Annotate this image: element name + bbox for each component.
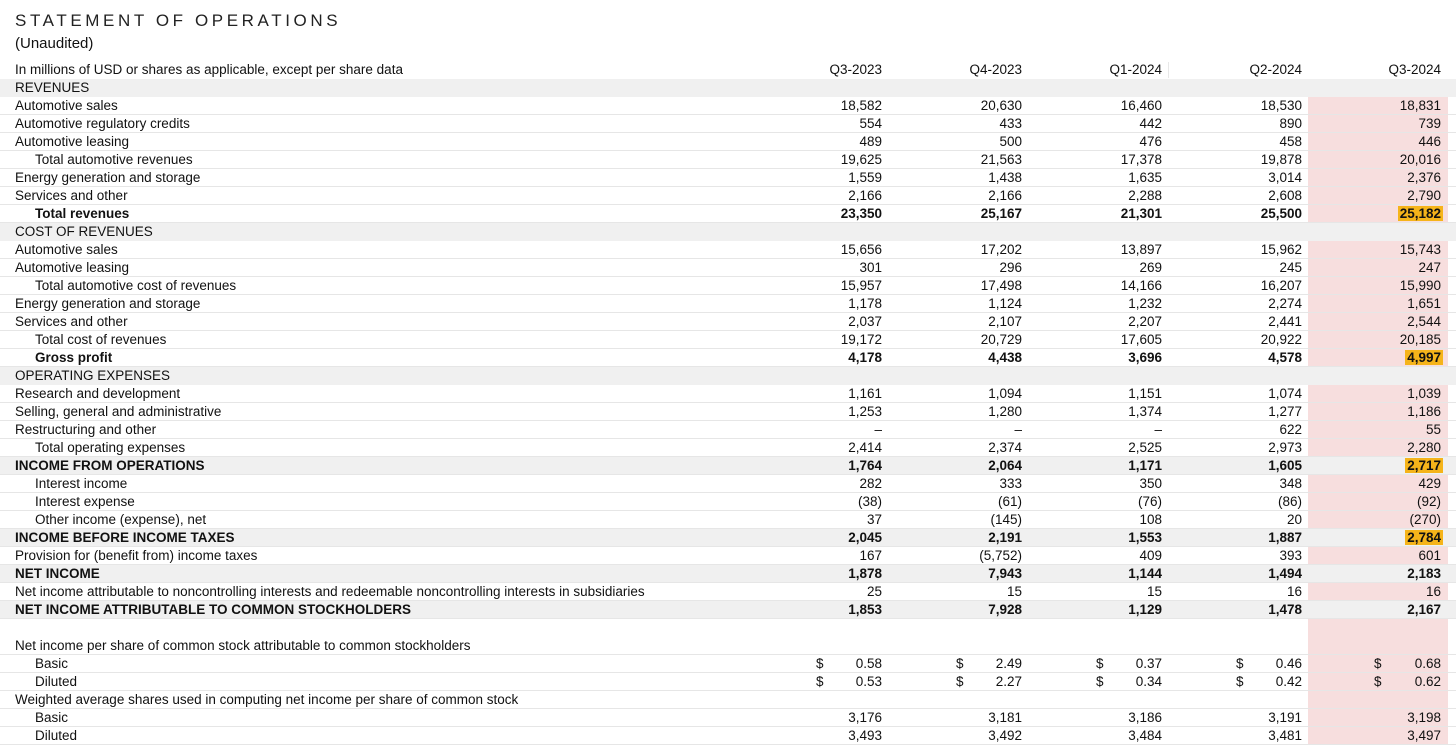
value-cell: 245 [1279, 260, 1302, 275]
value-cell: 23,350 [840, 206, 882, 221]
value-cell: 13,897 [1120, 242, 1162, 257]
value-cell: 247 [1418, 260, 1441, 275]
highlighted-value: 2,784 [1407, 530, 1441, 545]
value-cell: 2,525 [1128, 440, 1162, 455]
period-header: Q1-2024 [1109, 62, 1162, 77]
value-cell: (270) [1409, 512, 1441, 527]
row-label: Services and other [15, 188, 128, 203]
row-label: Total automotive cost of revenues [35, 278, 237, 293]
value-cell: 2,045 [848, 530, 882, 545]
table-row [0, 583, 1456, 601]
value-cell: 1,878 [848, 566, 882, 581]
value-cell: 20,185 [1399, 332, 1441, 347]
table-header-row [0, 61, 1456, 79]
value-cell: 2,288 [1128, 188, 1162, 203]
value-cell: 1,277 [1268, 404, 1302, 419]
units-label: In millions of USD or shares as applicable, except per share data [15, 62, 403, 77]
value-cell: 409 [1139, 548, 1162, 563]
table-row [0, 691, 1456, 709]
row-label: Energy generation and storage [15, 296, 201, 311]
statement-subtitle: (Unaudited) [15, 35, 94, 52]
row-label: Diluted [35, 674, 78, 689]
value-cell: 2,376 [1407, 170, 1441, 185]
currency-symbol: $ [1236, 656, 1244, 671]
value-cell: (92) [1416, 494, 1441, 509]
value-cell [1310, 673, 1441, 691]
value-cell: 17,378 [1120, 152, 1162, 167]
value-cell: 739 [1418, 116, 1441, 131]
value-cell: 15 [1146, 584, 1162, 599]
value-cell: 16,207 [1260, 278, 1302, 293]
table-row [0, 421, 1456, 439]
value-cell: 20,630 [980, 98, 1022, 113]
table-row [0, 439, 1456, 457]
value-cell: 25,167 [980, 206, 1022, 221]
value-cell: 2,973 [1268, 440, 1302, 455]
table-row [0, 709, 1456, 727]
value-cell: 2,191 [988, 530, 1022, 545]
value-cell [1180, 655, 1302, 673]
value-cell: 1,186 [1407, 404, 1441, 419]
value-cell: 1,144 [1128, 566, 1162, 581]
row-label: Other income (expense), net [35, 512, 207, 527]
currency-symbol: $ [816, 656, 824, 671]
value-cell: 18,530 [1260, 98, 1302, 113]
currency-symbol: $ [1096, 656, 1104, 671]
value-cell: 476 [1139, 134, 1162, 149]
value-cell: 108 [1139, 512, 1162, 527]
value-cell: 3,191 [1268, 710, 1302, 725]
table-row [0, 169, 1456, 187]
currency-symbol: $ [956, 674, 964, 689]
value-cell: 20,729 [980, 332, 1022, 347]
currency-symbol: $ [1096, 674, 1104, 689]
value-cell [1180, 673, 1302, 691]
value-cell: 1,178 [848, 296, 882, 311]
value-cell: 3,198 [1407, 710, 1441, 725]
value-cell: 433 [999, 116, 1022, 131]
highlighted-value: 4,997 [1407, 350, 1441, 365]
row-label: Restructuring and other [15, 422, 157, 437]
period-header: Q4-2023 [969, 62, 1022, 77]
cell-value: 0.42 [1275, 674, 1302, 689]
value-cell: 2,441 [1268, 314, 1302, 329]
table-row [0, 259, 1456, 277]
value-cell: 3,484 [1128, 728, 1162, 743]
row-label: Research and development [15, 386, 181, 401]
value-cell: 333 [999, 476, 1022, 491]
row-label: Provision for (benefit from) income taxes [15, 548, 258, 563]
row-label: Basic [35, 710, 69, 725]
value-cell: 25,500 [1260, 206, 1302, 221]
value-cell: 15,962 [1260, 242, 1302, 257]
value-cell: 2,374 [988, 440, 1022, 455]
value-cell: 3,497 [1407, 728, 1441, 743]
value-cell: 1,853 [848, 602, 882, 617]
value-cell: 1,559 [848, 170, 882, 185]
row-label: COST OF REVENUES [15, 224, 153, 239]
value-cell [1310, 655, 1441, 673]
table-row [0, 349, 1456, 367]
value-cell: 2,167 [1407, 602, 1441, 617]
table-row [0, 547, 1456, 565]
value-cell: 15,743 [1399, 242, 1441, 257]
value-cell: 622 [1279, 422, 1302, 437]
row-label: Energy generation and storage [15, 170, 201, 185]
value-cell: 2,274 [1268, 296, 1302, 311]
row-label: Automotive sales [15, 98, 118, 113]
value-cell: 21,301 [1120, 206, 1162, 221]
value-cell: 18,582 [840, 98, 882, 113]
value-cell: 429 [1418, 476, 1441, 491]
cell-value: 2.27 [995, 674, 1022, 689]
value-cell: (86) [1277, 494, 1302, 509]
row-label: Total revenues [35, 206, 130, 221]
value-cell: 19,878 [1260, 152, 1302, 167]
value-cell [900, 673, 1022, 691]
value-cell: 2,608 [1268, 188, 1302, 203]
value-cell: 296 [999, 260, 1022, 275]
value-cell [1040, 673, 1162, 691]
value-cell: 37 [866, 512, 882, 527]
table-row [0, 529, 1456, 547]
value-cell [900, 655, 1022, 673]
value-cell: 2,280 [1407, 440, 1441, 455]
period-header: Q3-2023 [829, 62, 882, 77]
value-cell: 21,563 [980, 152, 1022, 167]
table-row [0, 565, 1456, 583]
currency-symbol: $ [816, 674, 824, 689]
value-cell: 350 [1139, 476, 1162, 491]
row-label: Gross profit [35, 350, 113, 365]
value-cell: 3,181 [988, 710, 1022, 725]
table-row [0, 511, 1456, 529]
value-cell: 1,280 [988, 404, 1022, 419]
row-label: Automotive leasing [15, 260, 130, 275]
value-cell: 16 [1286, 584, 1302, 599]
value-cell: 18,831 [1399, 98, 1441, 113]
value-cell: 2,166 [848, 188, 882, 203]
section-header-row [0, 367, 1456, 385]
value-cell: 19,172 [840, 332, 882, 347]
table-row [0, 295, 1456, 313]
row-label: INCOME BEFORE INCOME TAXES [15, 530, 235, 545]
value-cell [1310, 457, 1441, 475]
value-cell: 15 [1006, 584, 1022, 599]
value-cell: 458 [1279, 134, 1302, 149]
table-row [0, 403, 1456, 421]
value-cell: 1,039 [1407, 386, 1441, 401]
value-cell: 17,605 [1120, 332, 1162, 347]
table-row [0, 115, 1456, 133]
value-cell: 282 [859, 476, 882, 491]
value-cell: 2,166 [988, 188, 1022, 203]
table-row [0, 277, 1456, 295]
value-cell: 2,064 [988, 458, 1022, 473]
value-cell: 3,176 [848, 710, 882, 725]
table-body [0, 79, 1456, 745]
value-cell: 3,481 [1268, 728, 1302, 743]
value-cell: 1,171 [1128, 458, 1162, 473]
value-cell: 500 [999, 134, 1022, 149]
row-label: Automotive regulatory credits [15, 116, 190, 131]
table-row [0, 655, 1456, 673]
section-header-row [0, 79, 1456, 97]
value-cell: 4,438 [988, 350, 1022, 365]
value-cell [760, 655, 882, 673]
value-cell: 489 [859, 134, 882, 149]
value-cell: 3,186 [1128, 710, 1162, 725]
value-cell: 1,438 [988, 170, 1022, 185]
row-label: Weighted average shares used in computing net income per share of common stock [15, 692, 519, 707]
cell-value: 0.37 [1135, 656, 1162, 671]
table-row [0, 601, 1456, 619]
row-label: Automotive sales [15, 242, 118, 257]
value-cell: 3,492 [988, 728, 1022, 743]
value-cell: (61) [997, 494, 1022, 509]
cell-value: 0.62 [1414, 674, 1441, 689]
value-cell: 2,544 [1407, 314, 1441, 329]
value-cell: 301 [859, 260, 882, 275]
value-cell: 20,016 [1399, 152, 1441, 167]
value-cell: 17,202 [980, 242, 1022, 257]
value-cell: 15,656 [840, 242, 882, 257]
cell-value: 0.53 [855, 674, 882, 689]
value-cell: 446 [1418, 134, 1441, 149]
row-label: OPERATING EXPENSES [15, 368, 171, 383]
value-cell: 7,943 [988, 566, 1022, 581]
row-label: INCOME FROM OPERATIONS [15, 458, 205, 473]
value-cell [760, 673, 882, 691]
row-label: Total cost of revenues [35, 332, 167, 347]
value-cell: 16,460 [1120, 98, 1162, 113]
table-row [0, 241, 1456, 259]
value-cell: 7,928 [988, 602, 1022, 617]
value-cell: 554 [859, 116, 882, 131]
value-cell: 1,494 [1268, 566, 1302, 581]
value-cell: 1,074 [1268, 386, 1302, 401]
row-label: Selling, general and administrative [15, 404, 222, 419]
value-cell: 55 [1425, 422, 1441, 437]
value-cell: 1,161 [848, 386, 882, 401]
value-cell: 1,605 [1268, 458, 1302, 473]
value-cell: – [874, 422, 882, 437]
row-label: Net income attributable to noncontrolling interests and redeemable noncontrolling interests in subsidiaries [15, 584, 645, 599]
table-row [0, 313, 1456, 331]
table-row [0, 187, 1456, 205]
value-cell: 1,635 [1128, 170, 1162, 185]
value-cell: 2,414 [848, 440, 882, 455]
currency-symbol: $ [1374, 674, 1382, 689]
value-cell [1310, 349, 1441, 367]
value-cell: 1,764 [848, 458, 882, 473]
value-cell: 1,124 [988, 296, 1022, 311]
table-row [0, 457, 1456, 475]
value-cell: 601 [1418, 548, 1441, 563]
cell-value: 0.58 [855, 656, 882, 671]
row-label: Automotive leasing [15, 134, 130, 149]
table-row [0, 151, 1456, 169]
value-cell: 14,166 [1120, 278, 1162, 293]
row-label: REVENUES [15, 80, 90, 95]
row-label: Services and other [15, 314, 128, 329]
value-cell [1040, 655, 1162, 673]
cell-value: 0.46 [1275, 656, 1302, 671]
value-cell: 1,094 [988, 386, 1022, 401]
value-cell: 20,922 [1260, 332, 1302, 347]
table-row [0, 619, 1456, 637]
value-cell: 2,037 [848, 314, 882, 329]
cell-value: 0.34 [1135, 674, 1162, 689]
statement-title: STATEMENT OF OPERATIONS [15, 11, 342, 30]
row-label: Interest expense [35, 494, 135, 509]
period-header: Q3-2024 [1388, 62, 1441, 77]
row-label: Interest income [35, 476, 128, 491]
value-cell: 3,493 [848, 728, 882, 743]
value-cell: 15,990 [1399, 278, 1441, 293]
value-cell: 17,498 [980, 278, 1022, 293]
table-row [0, 727, 1456, 745]
value-cell: 1,253 [848, 404, 882, 419]
value-cell: 2,107 [988, 314, 1022, 329]
table-row [0, 331, 1456, 349]
value-cell: 25 [866, 584, 882, 599]
value-cell: 16 [1425, 584, 1441, 599]
value-cell: – [1154, 422, 1162, 437]
value-cell: 15,957 [840, 278, 882, 293]
value-cell: 1,478 [1268, 602, 1302, 617]
value-cell: 1,151 [1128, 386, 1162, 401]
table-row [0, 205, 1456, 223]
currency-symbol: $ [1374, 656, 1382, 671]
row-label: NET INCOME [15, 566, 100, 581]
value-cell: – [1014, 422, 1022, 437]
value-cell: 167 [859, 548, 882, 563]
value-cell: 2,183 [1407, 566, 1441, 581]
period-header: Q2-2024 [1249, 62, 1302, 77]
table-row [0, 493, 1456, 511]
highlighted-value: 2,717 [1407, 458, 1441, 473]
cell-value: 0.68 [1414, 656, 1441, 671]
table-row [0, 133, 1456, 151]
row-label: Basic [35, 656, 69, 671]
table-row [0, 637, 1456, 655]
table-row [0, 475, 1456, 493]
row-label: NET INCOME ATTRIBUTABLE TO COMMON STOCKHOLDERS [15, 602, 411, 617]
row-label: Total automotive revenues [35, 152, 193, 167]
row-label: Net income per share of common stock attributable to common stockholders [15, 638, 471, 653]
value-cell: 4,178 [848, 350, 882, 365]
value-cell: 1,232 [1128, 296, 1162, 311]
operations-table [0, 61, 1456, 745]
value-cell: 1,887 [1268, 530, 1302, 545]
value-cell: 20 [1286, 512, 1302, 527]
row-label: Diluted [35, 728, 78, 743]
value-cell: (38) [857, 494, 882, 509]
row-label: Total operating expenses [35, 440, 186, 455]
value-cell: (5,752) [979, 548, 1022, 563]
value-cell: (145) [990, 512, 1022, 527]
value-cell: 269 [1139, 260, 1162, 275]
table-row [0, 97, 1456, 115]
currency-symbol: $ [956, 656, 964, 671]
value-cell: 1,553 [1128, 530, 1162, 545]
value-cell: 393 [1279, 548, 1302, 563]
value-cell: 1,129 [1128, 602, 1162, 617]
value-cell: 1,374 [1128, 404, 1162, 419]
value-cell: 348 [1279, 476, 1302, 491]
value-cell: 1,651 [1407, 296, 1441, 311]
value-cell [1310, 529, 1441, 547]
value-cell: 442 [1139, 116, 1162, 131]
value-cell: 3,696 [1128, 350, 1162, 365]
value-cell: 19,625 [840, 152, 882, 167]
value-cell: 4,578 [1268, 350, 1302, 365]
cell-value: 2.49 [995, 656, 1022, 671]
table-row [0, 385, 1456, 403]
value-cell: 890 [1279, 116, 1302, 131]
value-cell [1310, 205, 1441, 223]
section-header-row [0, 223, 1456, 241]
value-cell: 2,207 [1128, 314, 1162, 329]
highlighted-value: 25,182 [1399, 206, 1441, 221]
value-cell: 2,790 [1407, 188, 1441, 203]
table-row [0, 673, 1456, 691]
value-cell: (76) [1137, 494, 1162, 509]
value-cell: 3,014 [1268, 170, 1302, 185]
currency-symbol: $ [1236, 674, 1244, 689]
